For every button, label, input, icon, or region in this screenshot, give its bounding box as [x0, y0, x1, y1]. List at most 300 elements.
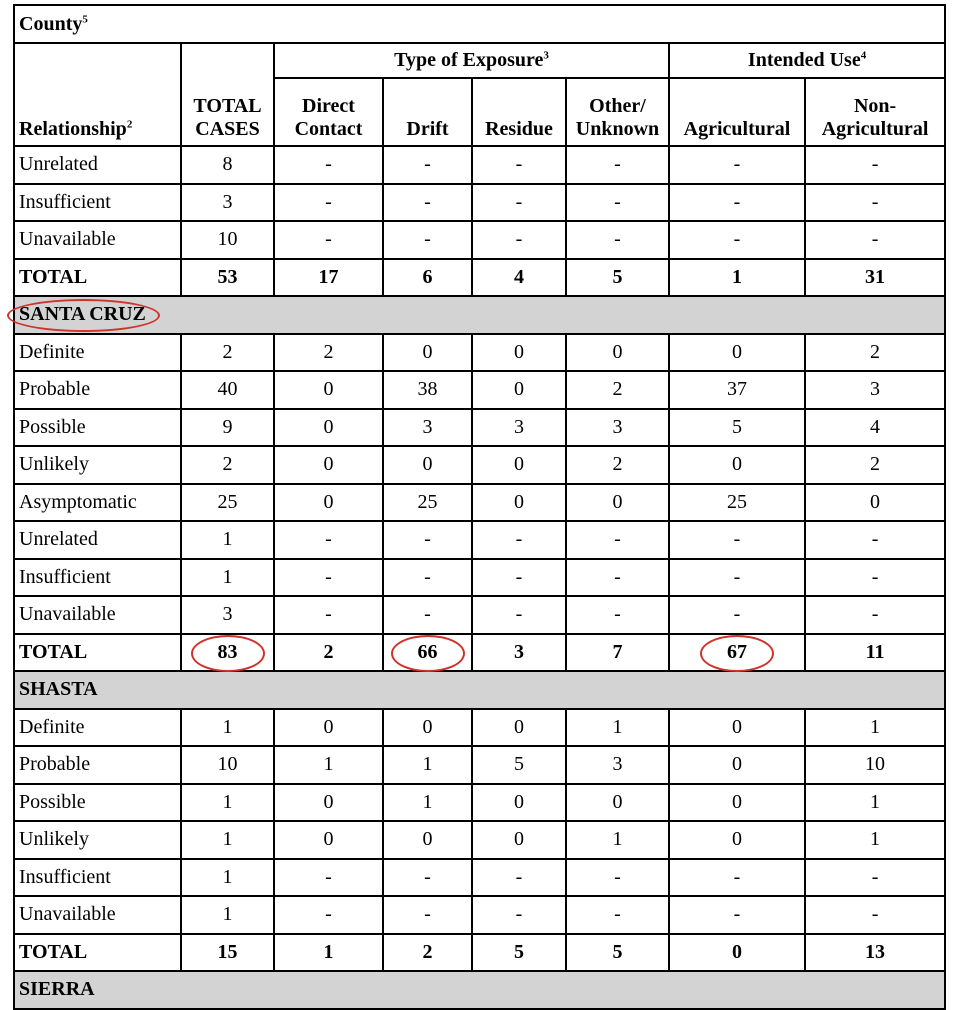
row-label-cell [14, 446, 181, 484]
cell-value: - [733, 865, 741, 888]
row-label: Definite [19, 715, 85, 738]
value-cell [566, 859, 669, 897]
value-cell [472, 896, 566, 934]
value-cell [566, 446, 669, 484]
row-label: Probable [19, 378, 91, 401]
cell-value: 1 [222, 903, 233, 926]
cell-value: 31 [865, 265, 886, 288]
cell-value: 3 [422, 415, 433, 438]
cell-value: - [424, 865, 431, 888]
relationship-label: Relationship [19, 118, 127, 140]
cell-value: 0 [514, 828, 524, 851]
cell-value: - [515, 865, 523, 888]
value-cell [274, 221, 383, 259]
value-cell [566, 409, 669, 447]
value-cell [274, 821, 383, 859]
value-cell [805, 446, 945, 484]
value-cell [472, 446, 566, 484]
cell-value: 1 [732, 265, 742, 288]
value-cell [181, 446, 274, 484]
value-cell [383, 221, 472, 259]
cell-value: 17 [318, 265, 339, 288]
cell-value: 25 [727, 490, 747, 513]
cell-value: 5 [612, 265, 623, 288]
value-cell [274, 371, 383, 409]
cell-value: - [733, 153, 741, 176]
value-cell [181, 596, 274, 634]
cell-value: 5 [514, 940, 524, 963]
cell-value: 10 [217, 228, 238, 251]
cell-value: - [871, 228, 879, 251]
data-row [14, 409, 945, 447]
cell-value: 2 [870, 340, 881, 363]
value-cell [669, 596, 805, 634]
value-cell [566, 709, 669, 747]
value-cell [472, 484, 566, 522]
row-label-cell [14, 221, 181, 259]
cell-value: 0 [323, 828, 334, 851]
data-row [14, 446, 945, 484]
row-label: Insufficient [19, 865, 111, 888]
value-cell [274, 746, 383, 784]
value-cell [805, 521, 945, 559]
value-cell [472, 521, 566, 559]
value-cell [383, 184, 472, 222]
value-cell [274, 859, 383, 897]
cell-value: - [515, 603, 523, 626]
cell-value: - [515, 228, 523, 251]
value-cell [566, 784, 669, 822]
value-cell [274, 596, 383, 634]
value-cell [383, 746, 472, 784]
row-label-cell [14, 334, 181, 372]
cell-value: 0 [732, 715, 742, 738]
direct-line1: Direct [302, 95, 355, 117]
value-cell [566, 634, 669, 672]
cell-value: 38 [417, 378, 438, 401]
value-cell [669, 559, 805, 597]
value-cell [669, 709, 805, 747]
value-cell [669, 484, 805, 522]
value-cell [472, 184, 566, 222]
data-row [14, 821, 945, 859]
value-cell [805, 409, 945, 447]
value-cell [274, 934, 383, 972]
cell-value: 53 [217, 265, 238, 288]
row-label: Insufficient [19, 565, 111, 588]
residue-label: Residue [485, 118, 553, 140]
value-cell [181, 484, 274, 522]
circled-value [218, 641, 238, 664]
cell-value: 10 [865, 753, 886, 776]
value-cell [669, 896, 805, 934]
total-row [14, 259, 945, 297]
row-label: Unlikely [19, 453, 89, 476]
value-cell [669, 221, 805, 259]
value-cell [383, 146, 472, 184]
data-row [14, 859, 945, 897]
row-label: Probable [19, 753, 91, 776]
row-label-cell [14, 146, 181, 184]
value-cell [472, 596, 566, 634]
value-cell [383, 409, 472, 447]
cell-value: 37 [727, 378, 747, 401]
cell-value: - [733, 528, 741, 551]
data-row [14, 521, 945, 559]
data-row [14, 221, 945, 259]
cell-value: - [733, 603, 741, 626]
cell-value: 0 [323, 790, 334, 813]
cell-value: 0 [732, 453, 742, 476]
value-cell [383, 859, 472, 897]
cell-value: - [325, 865, 332, 888]
cell-value: 2 [323, 640, 334, 663]
value-cell [383, 896, 472, 934]
cell-value: 10 [217, 753, 238, 776]
cell-value: - [515, 190, 523, 213]
other-unknown-header [566, 78, 669, 146]
cell-value: 1 [222, 528, 233, 551]
cell-value: 0 [732, 753, 742, 776]
cell-value: 1 [422, 753, 433, 776]
cell-value: - [871, 528, 879, 551]
value-cell [274, 484, 383, 522]
value-cell [805, 184, 945, 222]
cell-value: 0 [323, 378, 334, 401]
value-cell [805, 709, 945, 747]
value-cell [472, 409, 566, 447]
cell-value: 1 [870, 715, 881, 738]
group-header-row [14, 43, 945, 78]
drift-header [383, 78, 472, 146]
cell-value: 6 [422, 265, 433, 288]
cell-value: 2 [612, 378, 623, 401]
cell-value: - [424, 190, 431, 213]
row-label-cell [14, 634, 181, 672]
cell-value: 0 [870, 490, 881, 513]
cell-value: 67 [727, 640, 747, 663]
value-cell [669, 746, 805, 784]
cell-value: - [325, 528, 332, 551]
value-cell [669, 859, 805, 897]
nonag-line2: Agricultural [821, 118, 929, 140]
value-cell [805, 221, 945, 259]
cell-value: - [325, 903, 332, 926]
value-cell [181, 259, 274, 297]
cell-value: - [871, 603, 879, 626]
cell-value: 0 [323, 453, 334, 476]
data-row [14, 184, 945, 222]
value-cell [383, 371, 472, 409]
value-cell [274, 521, 383, 559]
value-cell [566, 371, 669, 409]
cell-value: 2 [323, 340, 334, 363]
total-cases-line1: TOTAL [193, 95, 262, 117]
cell-value: 66 [417, 640, 438, 663]
county-header-row [14, 5, 945, 43]
data-row [14, 596, 945, 634]
value-cell [566, 334, 669, 372]
value-cell [472, 259, 566, 297]
cell-value: 4 [514, 265, 524, 288]
cell-value: 0 [422, 340, 433, 363]
type-footnote: 3 [543, 49, 549, 62]
cell-value: - [424, 603, 431, 626]
cell-value: 0 [323, 715, 334, 738]
cell-value: 2 [612, 453, 623, 476]
value-cell [669, 146, 805, 184]
value-cell [383, 521, 472, 559]
value-cell [805, 334, 945, 372]
value-cell [566, 821, 669, 859]
value-cell [669, 409, 805, 447]
cell-value: 3 [612, 415, 623, 438]
cell-value: 1 [612, 715, 623, 738]
row-label: Unavailable [19, 903, 116, 926]
non-agricultural-header [805, 78, 945, 146]
cell-value: - [614, 228, 621, 251]
row-label: TOTAL [19, 265, 88, 288]
cell-value: 1 [612, 828, 623, 851]
row-label-cell [14, 746, 181, 784]
cell-value: - [871, 153, 879, 176]
data-row [14, 334, 945, 372]
value-cell [181, 334, 274, 372]
value-cell [805, 746, 945, 784]
cell-value: - [325, 565, 332, 588]
cell-value: - [733, 565, 741, 588]
value-cell [274, 446, 383, 484]
value-cell [274, 334, 383, 372]
value-cell [566, 184, 669, 222]
row-label-cell [14, 821, 181, 859]
value-cell [669, 259, 805, 297]
cell-value: 0 [732, 940, 742, 963]
cell-value: 0 [612, 490, 623, 513]
value-cell [181, 371, 274, 409]
row-label: TOTAL [19, 940, 88, 963]
row-label: Possible [19, 415, 86, 438]
drift-label: Drift [406, 118, 449, 140]
residue-header [472, 78, 566, 146]
cell-value: - [871, 565, 879, 588]
value-cell [181, 221, 274, 259]
cell-value: 3 [222, 603, 233, 626]
cell-value: 0 [514, 490, 524, 513]
value-cell [472, 146, 566, 184]
cell-value: - [614, 153, 621, 176]
value-cell [566, 146, 669, 184]
cell-value: - [325, 190, 332, 213]
value-cell [274, 634, 383, 672]
county-footnote: 5 [82, 12, 88, 25]
row-label-cell [14, 709, 181, 747]
other-line2: Unknown [575, 118, 660, 140]
cell-value: - [515, 903, 523, 926]
cell-value: 2 [222, 340, 233, 363]
cell-value: - [325, 603, 332, 626]
cell-value: 40 [217, 378, 238, 401]
value-cell [472, 784, 566, 822]
value-cell [669, 334, 805, 372]
row-label: Unlikely [19, 828, 89, 851]
value-cell [383, 446, 472, 484]
value-cell [669, 446, 805, 484]
cell-value: 1 [222, 865, 233, 888]
cell-value: - [614, 190, 621, 213]
value-cell [181, 634, 274, 672]
value-cell [805, 934, 945, 972]
type-of-exposure-label: Type of Exposure [394, 49, 544, 71]
cell-value: - [515, 565, 523, 588]
data-row [14, 146, 945, 184]
direct-contact-header [274, 78, 383, 146]
cell-value: 0 [422, 715, 433, 738]
data-row [14, 371, 945, 409]
cell-value: 0 [514, 378, 524, 401]
cell-value: 0 [514, 790, 524, 813]
cell-value: 3 [612, 753, 623, 776]
cell-value: 5 [612, 940, 623, 963]
value-cell [383, 634, 472, 672]
cell-value: - [515, 153, 523, 176]
value-cell [181, 709, 274, 747]
cell-value: - [424, 228, 431, 251]
county-section-row [14, 671, 945, 709]
cell-value: 5 [732, 415, 742, 438]
cell-value: - [614, 865, 621, 888]
value-cell [274, 184, 383, 222]
county-name-cell [14, 671, 945, 709]
row-label: Unavailable [19, 228, 116, 251]
value-cell [181, 521, 274, 559]
cell-value: - [614, 903, 621, 926]
cell-value: 8 [222, 153, 233, 176]
cell-value: 3 [514, 640, 524, 663]
county-name: SHASTA [19, 678, 98, 701]
total-cases-line2: CASES [195, 118, 260, 140]
circled-county [19, 303, 146, 326]
cell-value: - [733, 228, 741, 251]
row-label: TOTAL [19, 640, 88, 663]
cell-value: - [733, 190, 741, 213]
value-cell [181, 859, 274, 897]
cell-value: 3 [870, 378, 881, 401]
value-cell [669, 934, 805, 972]
cell-value: 0 [514, 715, 524, 738]
cell-value: - [325, 228, 332, 251]
data-row [14, 559, 945, 597]
value-cell [566, 559, 669, 597]
cell-value: 25 [417, 490, 438, 513]
cell-value: - [515, 528, 523, 551]
value-cell [472, 934, 566, 972]
value-cell [472, 634, 566, 672]
cell-value: 0 [323, 490, 334, 513]
value-cell [669, 184, 805, 222]
cell-value: 2 [422, 940, 433, 963]
value-cell [383, 596, 472, 634]
row-label-cell [14, 596, 181, 634]
total-cases-header [181, 43, 274, 146]
value-cell [274, 709, 383, 747]
value-cell [274, 896, 383, 934]
row-label-cell [14, 559, 181, 597]
value-cell [383, 934, 472, 972]
cell-value: 1 [323, 940, 334, 963]
value-cell [805, 784, 945, 822]
row-label-cell [14, 371, 181, 409]
value-cell [181, 184, 274, 222]
cell-value: 1 [870, 828, 881, 851]
agricultural-header [669, 78, 805, 146]
county-label: County [19, 12, 83, 35]
row-label-cell [14, 259, 181, 297]
value-cell [472, 371, 566, 409]
cell-value: 1 [422, 790, 433, 813]
cell-value: 0 [612, 790, 623, 813]
cell-value: - [871, 865, 879, 888]
value-cell [383, 259, 472, 297]
value-cell [669, 521, 805, 559]
cell-value: 11 [865, 640, 885, 663]
relationship-header [14, 43, 181, 146]
cell-value: 0 [732, 340, 742, 363]
county-section-row [14, 296, 945, 334]
value-cell [383, 709, 472, 747]
value-cell [669, 821, 805, 859]
value-cell [181, 409, 274, 447]
row-label-cell [14, 859, 181, 897]
relationship-footnote: 2 [126, 118, 133, 131]
nonag-line1: Non- [853, 95, 897, 117]
other-line1: Other/ [589, 95, 646, 117]
value-cell [805, 634, 945, 672]
cell-value: 1 [222, 715, 233, 738]
cell-value: - [614, 603, 621, 626]
circled-value [418, 641, 438, 664]
row-label: Possible [19, 790, 86, 813]
cell-value: 0 [323, 415, 334, 438]
value-cell [274, 784, 383, 822]
value-cell [669, 784, 805, 822]
county-name-cell [14, 296, 945, 334]
value-cell [566, 484, 669, 522]
cell-value: - [424, 528, 431, 551]
county-name-cell [14, 971, 945, 1009]
cell-value: 2 [870, 453, 881, 476]
data-row [14, 896, 945, 934]
value-cell [805, 896, 945, 934]
cell-value: - [733, 903, 741, 926]
value-cell [566, 521, 669, 559]
data-row [14, 709, 945, 747]
value-cell [472, 221, 566, 259]
cell-value: 9 [222, 415, 233, 438]
type-of-exposure-header [274, 43, 669, 78]
value-cell [181, 746, 274, 784]
data-row [14, 484, 945, 522]
value-cell [181, 821, 274, 859]
cell-value: 0 [732, 790, 742, 813]
value-cell [181, 146, 274, 184]
row-label: Unavailable [19, 603, 116, 626]
row-label-cell [14, 784, 181, 822]
value-cell [181, 784, 274, 822]
cell-value: 1 [222, 828, 233, 851]
value-cell [383, 334, 472, 372]
value-cell [472, 709, 566, 747]
